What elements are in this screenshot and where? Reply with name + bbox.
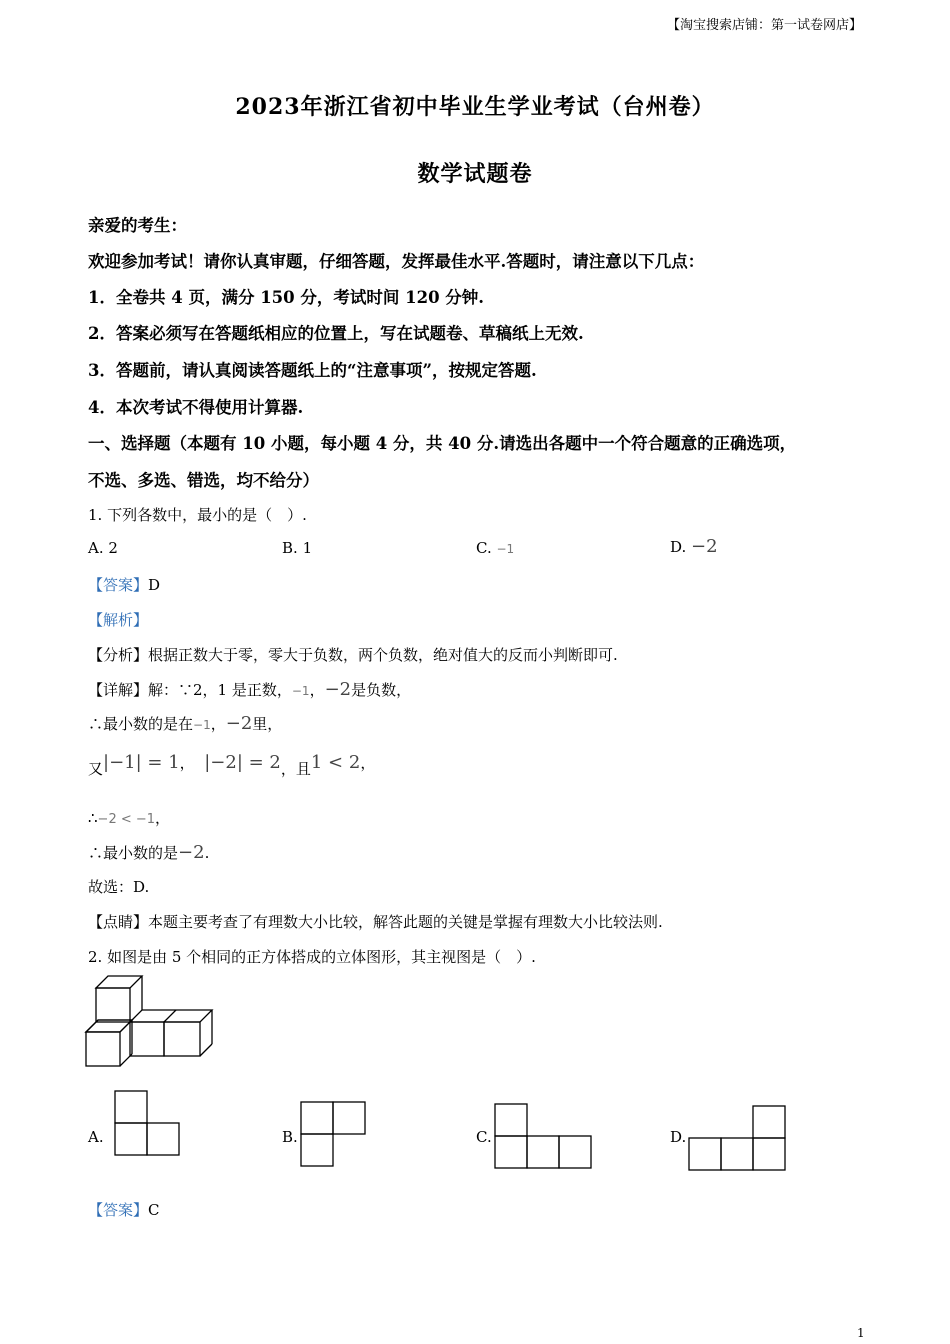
note-3: 3．答题前，请认真阅读答题纸上的“注意事项”，按规定答题. [88,361,537,380]
q2-answer: 【答案】C [88,1201,160,1219]
q2-option-d-figure [688,1105,786,1171]
watermark: 【淘宝搜索店铺：第一试卷网店】 [666,18,862,33]
q2-option-b-figure [300,1101,366,1167]
page-number: 1 [857,1326,865,1340]
note-4: 4．本次考试不得使用计算器. [88,398,304,417]
q1-answer: 【答案】D [88,576,161,594]
section-heading-line2: 不选、多选、错选，均不给分） [88,471,319,490]
q1-option-a: A. 2 [88,539,118,557]
q2-option-a-figure [114,1090,180,1156]
note-2: 2．答案必须写在答题纸相应的位置上，写在试题卷、草稿纸上无效. [88,324,584,343]
q1-step-5: ∴最小数的是−2. [88,842,210,863]
q2-option-a-label: A. [88,1128,104,1146]
page-subtitle: 数学试题卷 [417,161,533,187]
q2-cube-figure [86,974,216,1070]
q1-dianjing: 【点睛】本题主要考查了有理数大小比较，解答此题的关键是掌握有理数大小比较法则. [88,913,663,931]
q1-step-4: ∴−2 < −1， [88,809,171,827]
q1-step-3: 又|−1| = 1， |−2| = 2，且1 < 2， [88,752,376,778]
q1-step-6: 故选：D. [88,878,150,896]
q1-option-b: B. 1 [282,539,313,557]
q1-detail: 【详解】解：∵2，1 是正数，−1，−2是负数， [88,679,412,700]
q1-analysis-tag: 【解析】 [88,611,149,629]
note-1: 1．全卷共 4 页，满分 150 分，考试时间 120 分钟. [88,288,485,307]
welcome-text: 欢迎参加考试！请你认真审题，仔细答题，发挥最佳水平.答题时，请注意以下几点： [88,252,705,271]
section-heading-line1: 一、选择题（本题有 10 小题，每小题 4 分，共 40 分.请选出各题中一个符合题意的正确选项， [88,434,797,453]
page-title: 2023年浙江省初中毕业生学业考试（台州卷） [235,94,715,120]
q2-option-d-label: D. [670,1128,687,1146]
q2-option-c-figure [494,1103,592,1169]
greeting: 亲爱的考生： [88,216,187,235]
q1-step-2: ∴最小数的是在−1，−2里， [88,713,283,734]
q2-option-b-label: B. [282,1128,298,1146]
q2-option-c-label: C. [476,1128,492,1146]
q1-option-d: D. −2 [670,536,718,557]
q1-option-c: C. −1 [476,539,515,557]
q1-stem: 1. 下列各数中，最小的是（ ）. [88,506,307,524]
q1-fenxi: 【分析】根据正数大于零，零大于负数，两个负数，绝对值大的反而小判断即可. [88,646,618,664]
q2-stem: 2. 如图是由 5 个相同的正方体搭成的立体图形，其主视图是（ ）. [88,948,536,966]
